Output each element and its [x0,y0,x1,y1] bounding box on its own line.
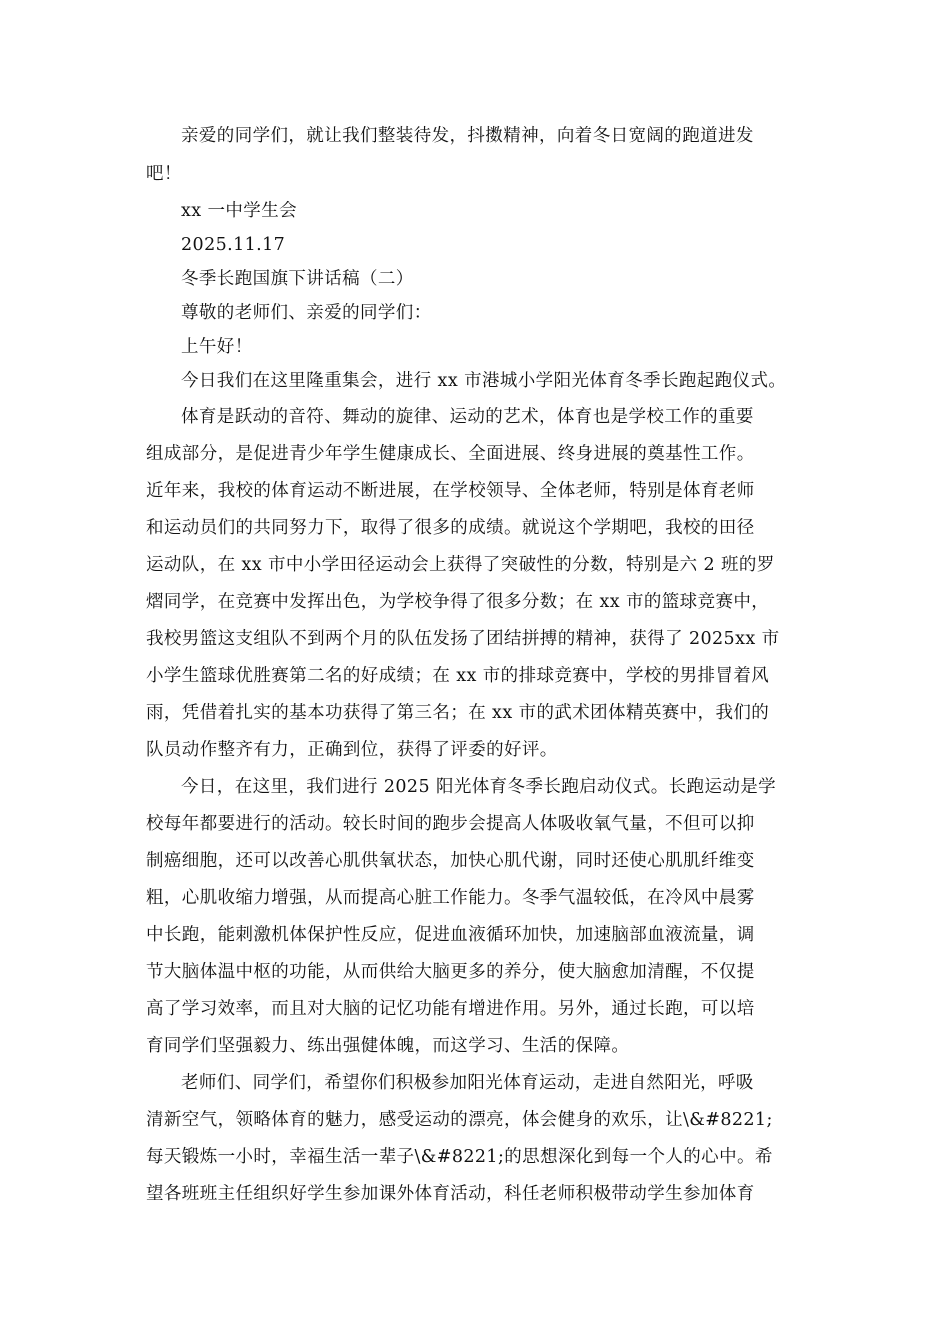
paragraph-line: 组成部分，是促进青少年学生健康成长、全面进展、终身进展的奠基性工作。 [146,444,755,464]
paragraph-line: 制癌细胞，还可以改善心肌供氧状态，加快心肌代谢，同时还使心肌肌纤维变 [146,851,755,871]
paragraph-line: 清新空气，领略体育的魅力，感受运动的漂亮，体会健身的欢乐，让\&#8221; [146,1110,773,1130]
signature-org: xx 一中学生会 [181,201,298,221]
section-title: 冬季长跑国旗下讲话稿（二） [181,269,414,289]
paragraph-line: 育同学们坚强毅力、练出强健体魄，而这学习、生活的保障。 [146,1036,630,1056]
paragraph-line: 体育是跃动的音符、舞动的旋律、运动的艺术，体育也是学校工作的重要 [181,407,754,427]
paragraph-line: 校每年都要进行的活动。较长时间的跑步会提高人体吸收氧气量，不但可以抑 [146,814,755,834]
paragraph-line: 今日，在这里，我们进行 2025 阳光体育冬季长跑启动仪式。长跑运动是学 [181,777,777,797]
paragraph-line: 运动队，在 xx 市中小学田径运动会上获得了突破性的分数，特别是六 2 班的罗 [146,555,775,575]
paragraph-line: 吧！ [146,164,182,184]
paragraph-line: 望各班班主任组织好学生参加课外体育活动，科任老师积极带动学生参加体育 [146,1184,755,1204]
paragraph-line: 高了学习效率，而且对大脑的记忆功能有增进作用。另外，通过长跑，可以培 [146,999,755,1019]
paragraph-line: 和运动员们的共同努力下，取得了很多的成绩。就说这个学期吧，我校的田径 [146,518,755,538]
paragraph-line: 雨，凭借着扎实的基本功获得了第三名；在 xx 市的武术团体精英赛中，我们的 [146,703,770,723]
paragraph-line: 熠同学，在竞赛中发挥出色，为学校争得了很多分数；在 xx 市的篮球竞赛中， [146,592,770,612]
salutation: 尊敬的老师们、亲爱的同学们： [181,303,432,323]
paragraph-line: 中长跑，能刺激机体保护性反应，促进血液循环加快，加速脑部血液流量，调 [146,925,755,945]
paragraph-line: 队员动作整齐有力，正确到位，获得了评委的好评。 [146,740,558,760]
paragraph-line: 亲爱的同学们，就让我们整装待发，抖擞精神，向着冬日宽阔的跑道进发 [181,126,754,146]
paragraph-line: 今日我们在这里隆重集会，进行 xx 市港城小学阳光体育冬季长跑起跑仪式。 [181,371,787,391]
paragraph-line: 小学生篮球优胜赛第二名的好成绩；在 xx 市的排球竞赛中，学校的男排冒着风 [146,666,770,686]
paragraph-line: 每天锻炼一小时，幸福生活一辈子\&#8221;的思想深化到每一个人的心中。希 [146,1147,773,1167]
paragraph-line: 近年来，我校的体育运动不断进展，在学校领导、全体老师，特别是体育老师 [146,481,755,501]
paragraph-line: 节大脑体温中枢的功能，从而供给大脑更多的养分，使大脑愈加清醒，不仅提 [146,962,755,982]
paragraph-line: 粗，心肌收缩力增强，从而提高心脏工作能力。冬季气温较低，在冷风中晨雾 [146,888,755,908]
paragraph-line: 我校男篮这支组队不到两个月的队伍发扬了团结拼搏的精神，获得了 2025xx 市 [146,629,780,649]
greeting: 上午好！ [181,337,253,357]
paragraph-line: 老师们、同学们，希望你们积极参加阳光体育运动，走进自然阳光，呼吸 [181,1073,754,1093]
signature-date: 2025.11.17 [181,235,286,255]
